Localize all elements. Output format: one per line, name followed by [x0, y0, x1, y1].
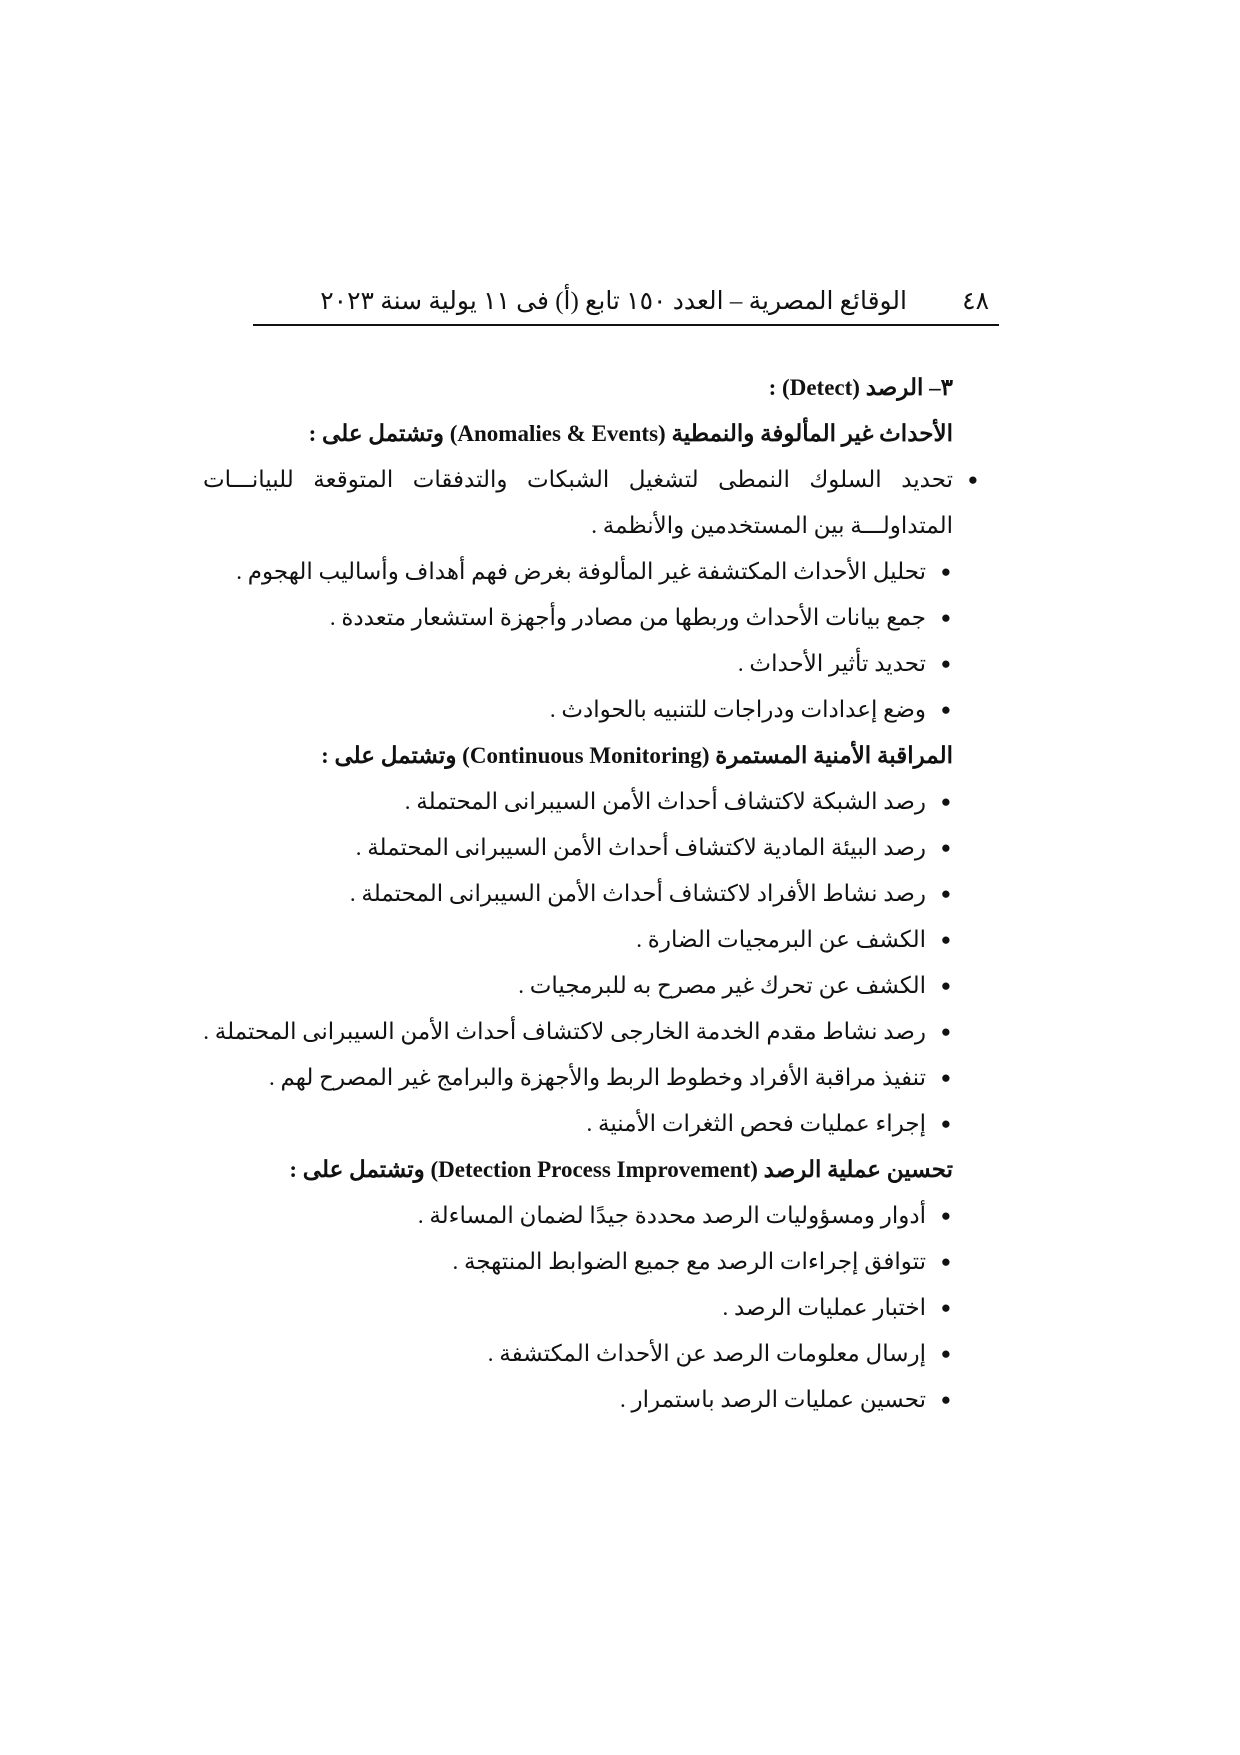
bullet-icon: ● [940, 1068, 951, 1087]
list-item: ● الكشف عن تحرك غير مصرح به للبرمجيات . [253, 963, 953, 1009]
page-number: ٤٨ [962, 288, 989, 315]
bullet-icon: ● [940, 1114, 951, 1133]
bullet-icon: ● [940, 1298, 951, 1317]
page-content [203, 365, 978, 1423]
bullet-list [253, 1193, 953, 1423]
bullet-icon: ● [940, 1022, 951, 1041]
list-item: ● أدوار ومسؤوليات الرصد محددة جيدًا لضمان المساءلة . [253, 1193, 953, 1239]
list-item: ● تتوافق إجراءات الرصد مع جميع الضوابط المنتهجة . [253, 1239, 953, 1285]
bullet-icon: ● [940, 1252, 951, 1271]
list-item: ● اختبار عمليات الرصد . [253, 1285, 953, 1331]
running-title: الوقائع المصرية – العدد ١٥٠ تابع (أ) فى ١١ يولية سنة ٢٠٢٣ [320, 288, 907, 315]
bullet-icon: ● [940, 562, 951, 581]
list-item: ● تحديد تأثير الأحداث . [253, 641, 953, 687]
page-header [253, 278, 999, 326]
section-title: ٣– الرصد (Detect) : [768, 375, 953, 400]
bullet-icon: ● [940, 792, 951, 811]
bullet-icon: ● [940, 1206, 951, 1225]
bullet-icon: ● [940, 838, 951, 857]
subsection-heading: الأحداث غير المألوفة والنمطية (Anomalies & Events) وتشتمل على : [308, 421, 953, 446]
list-item: ● رصد نشاط مقدم الخدمة الخارجى لاكتشاف أحداث الأمن السيبرانى المحتملة . [253, 1009, 953, 1055]
bullet-icon: ● [940, 700, 951, 719]
bullet-list [203, 779, 953, 1147]
bullet-icon: ● [940, 1390, 951, 1409]
bullet-icon: ● [940, 608, 951, 627]
bullet-icon: ● [940, 1344, 951, 1363]
bullet-icon: ● [940, 930, 951, 949]
list-item: ● تحليل الأحداث المكتشفة غير المألوفة بغرض فهم أهداف وأساليب الهجوم . [253, 549, 953, 595]
bullet-list [203, 457, 978, 733]
list-item: ● وضع إعدادات ودراجات للتنبيه بالحوادث . [253, 687, 953, 733]
list-item: ● تحسين عمليات الرصد باستمرار . [253, 1377, 953, 1423]
list-item: ● إجراء عمليات فحص الثغرات الأمنية . [253, 1101, 953, 1147]
list-item: ● رصد البيئة المادية لاكتشاف أحداث الأمن السيبرانى المحتملة . [253, 825, 953, 871]
list-item: ● جمع بيانات الأحداث وربطها من مصادر وأجهزة استشعار متعددة . [253, 595, 953, 641]
list-item: ● رصد نشاط الأفراد لاكتشاف أحداث الأمن السيبرانى المحتملة . [253, 871, 953, 917]
list-item: ● رصد الشبكة لاكتشاف أحداث الأمن السيبرانى المحتملة . [253, 779, 953, 825]
list-item: ● إرسال معلومات الرصد عن الأحداث المكتشفة . [253, 1331, 953, 1377]
bullet-icon: ● [940, 884, 951, 903]
subsection-heading: تحسين عملية الرصد (Detection Process Improvement) وتشتمل على : [289, 1157, 953, 1182]
list-item: ● تنفيذ مراقبة الأفراد وخطوط الربط والأجهزة والبرامج غير المصرح لهم . [253, 1055, 953, 1101]
list-item: ● الكشف عن البرمجيات الضارة . [253, 917, 953, 963]
bullet-icon: ● [940, 976, 951, 995]
list-item: ● تحديد السلوك النمطى لتشغيل الشبكات والتدفقات المتوقعة للبيانـــات المتداولـــة بين المستخدمين والأنظمة . [203, 457, 980, 549]
bullet-icon: ● [967, 470, 978, 489]
subsection-heading: المراقبة الأمنية المستمرة (Continuous Monitoring) وتشتمل على : [321, 743, 953, 768]
bullet-icon: ● [940, 654, 951, 673]
